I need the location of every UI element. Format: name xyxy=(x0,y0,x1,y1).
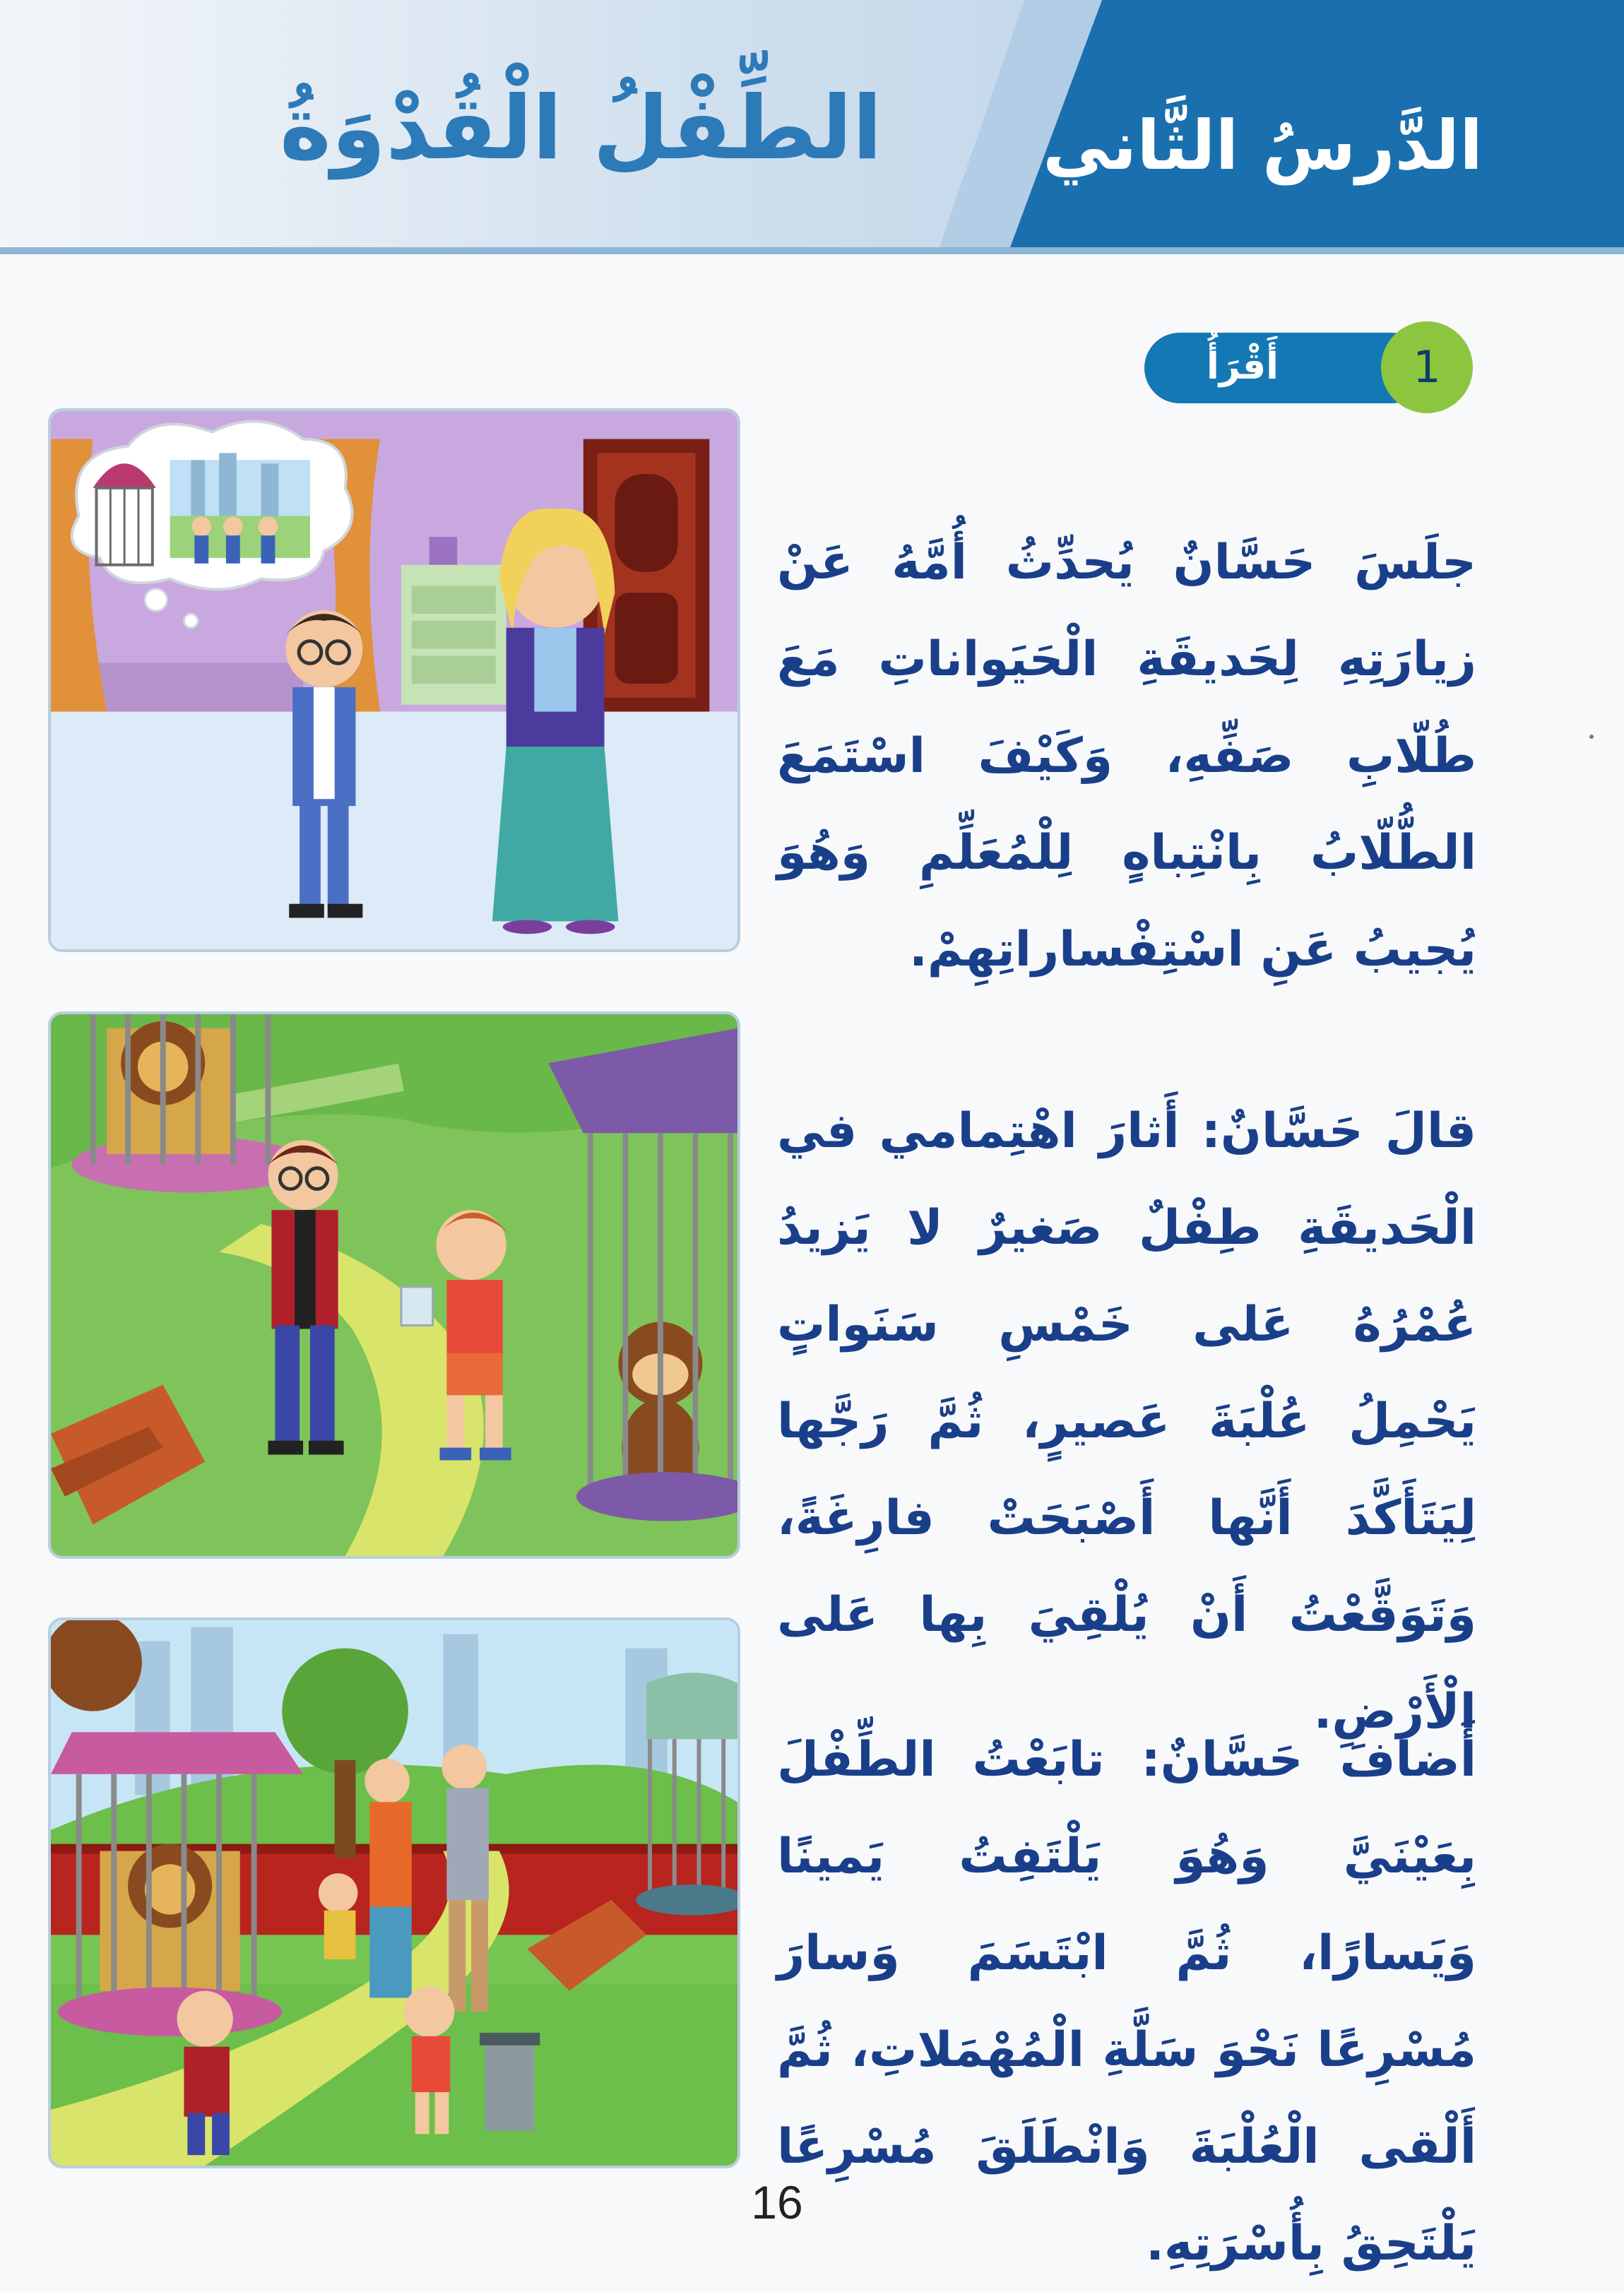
illustration-home-conversation xyxy=(48,408,740,952)
lesson-number: الدَّرسُ الثَّاني xyxy=(1043,106,1483,185)
story-paragraph-1: جلَسَ حَسَّانٌ يُحدِّثُ أُمَّهُ عَنْ زيارَتِهِ لِحَديقَةِ الْحَيَواناتِ مَعَ طُلّابِ صَفِّهِ، وَكَيْفَ اسْتَمَعَ الطُّلّابُ بِانْتِباهٍ لِلْمُعَلِّمِ وَهُوَ يُجيبُ عَنِ اسْتِفْساراتِهِمْ. xyxy=(777,535,1476,978)
lesson-header xyxy=(0,0,1624,254)
section-badge xyxy=(1144,321,1483,413)
illustration-zoo-trash xyxy=(48,1617,740,2168)
section-number: 1 xyxy=(1381,321,1473,413)
lesson-title: الطِّفْلُ الْقُدْوَةُ xyxy=(279,78,882,179)
margin-dot xyxy=(1589,735,1594,739)
illustration-zoo-juice xyxy=(48,1011,740,1559)
section-label: أَقْرَأُ xyxy=(1206,345,1279,388)
story-paragraph-3: أَضافَ حَسَّانٌ: تابَعْتُ الطِّفْلَ بِعَيْنَيَّ وَهُوَ يَلْتَفِتُ يَمينًا وَيَسارًا، ثُمَّ ابْتَسَمَ وَسارَ مُسْرِعًا نَحْوَ سَلَّةِ الْمُهْمَلاتِ، ثُمَّ أَلْقى الْعُلْبَةَ وَانْطَلَقَ مُسْرِعًا يَلْتَحِقُ بِأُسْرَتِهِ. xyxy=(777,1732,1476,2272)
story-paragraph-2: قالَ حَسَّانٌ: أَثارَ اهْتِمامي في الْحَديقَةِ طِفْلٌ صَغيرٌ لا يَزيدُ عُمْرُهُ عَلى خَمْسِ سَنَواتٍ يَحْمِلُ عُلْبَةَ عَصيرٍ، ثُمَّ رَجَّها لِيَتَأَكَّدَ أَنَّها أَصْبَحَتْ فارِغَةً، وَتَوَقَّعْتُ أَنْ يُلْقِيَ بِها عَلى الْأَرْضِ. xyxy=(777,1103,1476,1740)
page-number: 16 xyxy=(751,2176,803,2228)
